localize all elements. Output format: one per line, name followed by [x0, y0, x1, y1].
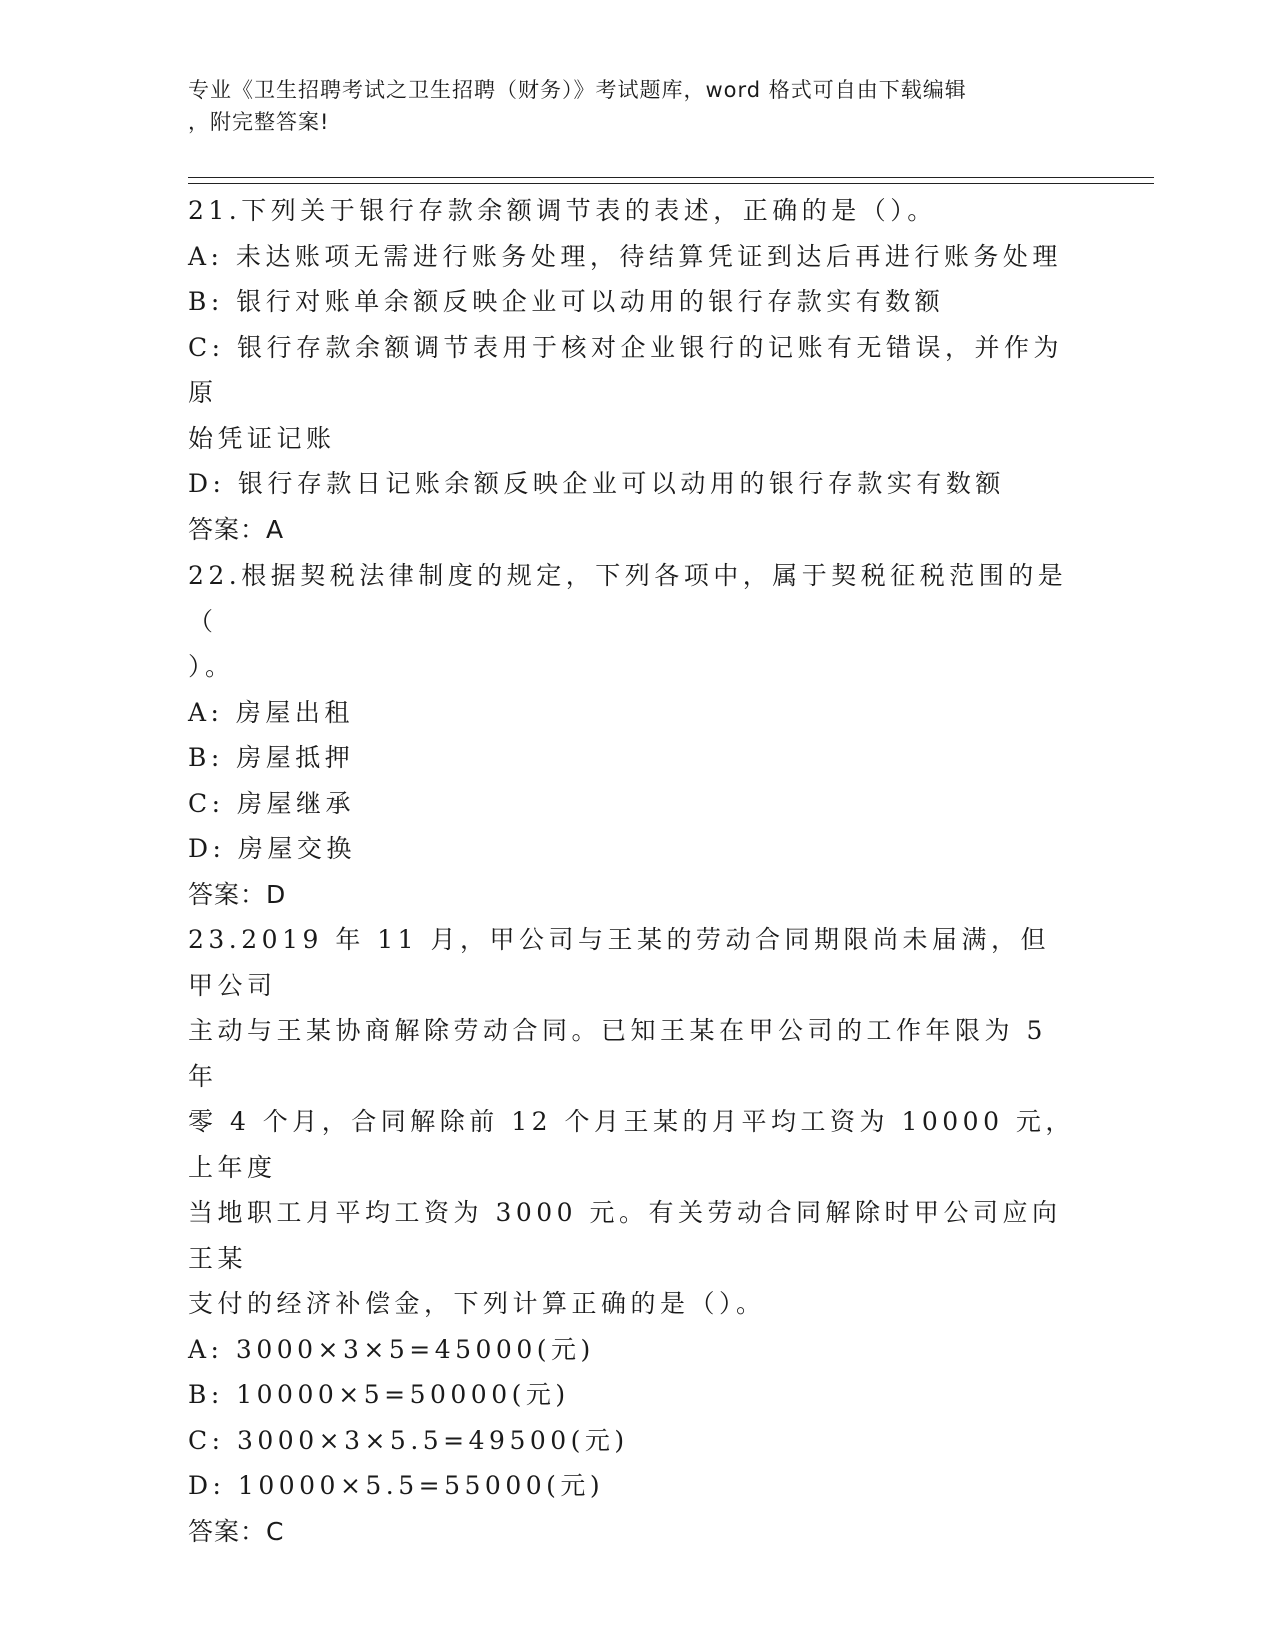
option-b: B: 10000×5=50000(元) — [188, 1380, 570, 1409]
question-stem-continued: 主动与王某协商解除劳动合同。已知王某在甲公司的工作年限为 5 年 — [188, 1016, 1060, 1091]
option-b: B: 房屋抵押 — [188, 743, 355, 772]
option-b: B: 银行对账单余额反映企业可以动用的银行存款实有数额 — [188, 287, 945, 316]
question-stem: 22.根据契税法律制度的规定，下列各项中，属于契税征税范围的是（ — [188, 561, 1068, 636]
question-22 — [188, 553, 1078, 917]
option-a: A: 房屋出租 — [188, 697, 354, 727]
question-stem-continued: 当地职工月平均工资为 3000 元。有关劳动合同解除时甲公司应向王某 — [188, 1198, 1062, 1273]
answer-line: 答案：C — [188, 1516, 285, 1546]
header-divider-bottom — [188, 183, 1154, 184]
question-21 — [188, 188, 1078, 552]
question-stem: 21.下列关于银行存款余额调节表的表述，正确的是（）。 — [188, 196, 937, 225]
option-c-continued: 始凭证记账 — [188, 423, 336, 453]
option-c: C: 房屋继承 — [188, 788, 355, 818]
header-divider-top — [188, 177, 1154, 178]
option-d: D: 10000×5.5=55000(元) — [188, 1471, 605, 1500]
option-a: A: 3000×3×5=45000(元) — [188, 1334, 595, 1364]
option-d: D: 银行存款日记账余额反映企业可以动用的银行存款实有数额 — [188, 469, 1005, 498]
question-23 — [188, 917, 1078, 1554]
option-c: C: 银行存款余额调节表用于核对企业银行的记账有无错误，并作为原 — [188, 332, 1064, 407]
question-stem-continued: 零 4 个月，合同解除前 12 个月王某的月平均工资为 10000 元，上年度 — [188, 1107, 1075, 1182]
question-stem: 23.2019 年 11 月，甲公司与王某的劳动合同期限尚未届满，但甲公司 — [188, 925, 1051, 1000]
option-c: C: 3000×3×5.5=49500(元) — [188, 1425, 629, 1455]
question-stem-continued: ）。 — [188, 652, 235, 681]
header-line-2: ，附完整答案! — [188, 110, 330, 134]
document-header — [188, 74, 1078, 138]
question-stem-continued: 支付的经济补偿金，下列计算正确的是（）。 — [188, 1289, 766, 1318]
option-a: A: 未达账项无需进行账务处理，待结算凭证到达后再进行账务处理 — [188, 241, 1062, 271]
answer-line: 答案：D — [188, 879, 287, 909]
header-line-1: 专业《卫生招聘考试之卫生招聘（财务）》考试题库，word 格式可自由下载编辑 — [188, 78, 967, 102]
option-d: D: 房屋交换 — [188, 834, 356, 863]
answer-line: 答案：A — [188, 514, 285, 544]
